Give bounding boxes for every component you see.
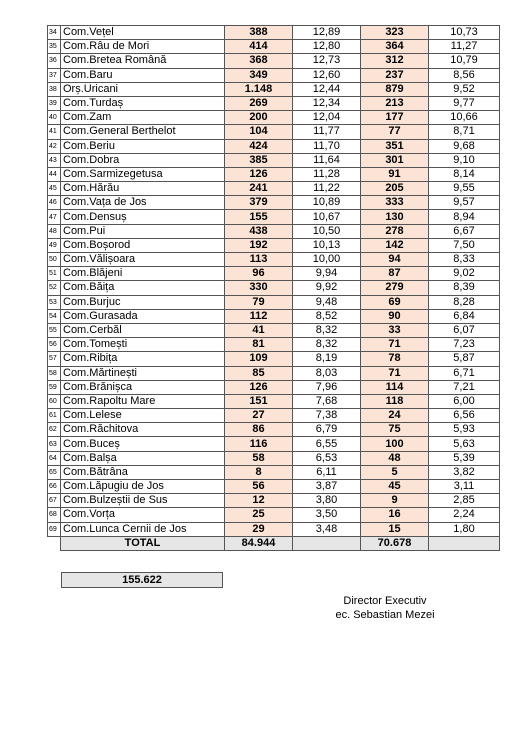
row-number: 60 [48,394,61,408]
table-body [48,26,500,537]
value-1: 126 [225,380,293,394]
value-2: 45 [361,480,429,494]
locality-name: Com.Balșa [61,451,225,465]
value-1: 27 [225,409,293,423]
percent-2: 5,87 [429,352,500,366]
table-row [48,224,500,238]
value-1: 79 [225,295,293,309]
value-1: 1.148 [225,82,293,96]
percent-1: 12,44 [293,82,361,96]
percent-1: 3,48 [293,522,361,536]
locality-name: Com.Tomești [61,338,225,352]
locality-name: Com.Cerbăl [61,323,225,337]
locality-name: Com.Zam [61,111,225,125]
row-number: 46 [48,196,61,210]
percent-2: 9,10 [429,153,500,167]
value-2: 77 [361,125,429,139]
row-number: 63 [48,437,61,451]
table-row [48,253,500,267]
percent-2: 8,39 [429,281,500,295]
value-1: 96 [225,267,293,281]
locality-name: Com.Răchitova [61,423,225,437]
locality-name: Com.Râu de Mori [61,40,225,54]
row-number: 40 [48,111,61,125]
percent-1: 7,96 [293,380,361,394]
value-1: 12 [225,494,293,508]
percent-1: 7,68 [293,394,361,408]
locality-name: Com.Băița [61,281,225,295]
table-row [48,96,500,110]
percent-1: 11,64 [293,153,361,167]
percent-1: 3,50 [293,508,361,522]
value-1: 385 [225,153,293,167]
value-2: 323 [361,26,429,40]
percent-2: 9,02 [429,267,500,281]
percent-2: 2,85 [429,494,500,508]
value-1: 349 [225,68,293,82]
value-2: 91 [361,167,429,181]
percent-1: 12,04 [293,111,361,125]
value-2: 279 [361,281,429,295]
value-2: 312 [361,54,429,68]
locality-name: Com.Lăpugiu de Jos [61,480,225,494]
percent-2: 9,55 [429,182,500,196]
value-2: 16 [361,508,429,522]
percent-1: 11,28 [293,167,361,181]
percent-1: 6,55 [293,437,361,451]
table-row [48,480,500,494]
percent-1: 3,87 [293,480,361,494]
value-1: 269 [225,96,293,110]
table-row [48,267,500,281]
value-1: 113 [225,253,293,267]
locality-name: Com.Boșorod [61,238,225,252]
table-row [48,394,500,408]
row-number: 39 [48,96,61,110]
value-1: 192 [225,238,293,252]
value-1: 29 [225,522,293,536]
table-row [48,54,500,68]
value-2: 114 [361,380,429,394]
row-number: 41 [48,125,61,139]
value-1: 388 [225,26,293,40]
row-number: 48 [48,224,61,238]
value-2: 75 [361,423,429,437]
table-row [48,437,500,451]
locality-name: Com.Dobra [61,153,225,167]
percent-2: 6,00 [429,394,500,408]
value-1: 379 [225,196,293,210]
value-1: 414 [225,40,293,54]
row-number: 57 [48,352,61,366]
percent-1: 8,19 [293,352,361,366]
row-number: 50 [48,253,61,267]
locality-name: Com.Rapoltu Mare [61,394,225,408]
table-row [48,451,500,465]
total-empty-cell [293,536,361,550]
percent-2: 3,82 [429,465,500,479]
row-number: 56 [48,338,61,352]
total-empty-cell [429,536,500,550]
value-1: 41 [225,323,293,337]
locality-name: Com.Vața de Jos [61,196,225,210]
value-2: 278 [361,224,429,238]
table-row [48,68,500,82]
row-number: 35 [48,40,61,54]
value-1: 112 [225,309,293,323]
percent-1: 11,22 [293,182,361,196]
table-row [48,409,500,423]
table-row [48,366,500,380]
value-1: 155 [225,210,293,224]
locality-name: Com.Pui [61,224,225,238]
value-1: 151 [225,394,293,408]
percent-1: 9,92 [293,281,361,295]
percent-1: 6,53 [293,451,361,465]
table-row [48,338,500,352]
table-row [48,167,500,181]
signature-name: ec. Sebastian Mezei [335,609,435,621]
locality-name: Com.Hărău [61,182,225,196]
row-number: 58 [48,366,61,380]
row-number: 61 [48,409,61,423]
table-row [48,182,500,196]
locality-name: Com.Vorța [61,508,225,522]
percent-1: 8,32 [293,323,361,337]
row-number: 51 [48,267,61,281]
row-number: 65 [48,465,61,479]
table-row [48,139,500,153]
value-1: 56 [225,480,293,494]
locality-name: Com.Blăjeni [61,267,225,281]
percent-2: 10,66 [429,111,500,125]
locality-name: Com.Bulzeștii de Sus [61,494,225,508]
value-2: 177 [361,111,429,125]
table-row [48,111,500,125]
percent-1: 10,13 [293,238,361,252]
row-number: 62 [48,423,61,437]
row-number: 55 [48,323,61,337]
percent-2: 1,80 [429,522,500,536]
percent-1: 9,48 [293,295,361,309]
table-row [48,323,500,337]
percent-2: 2,24 [429,508,500,522]
locality-name: Com.Bătrâna [61,465,225,479]
percent-2: 6,67 [429,224,500,238]
percent-2: 9,68 [429,139,500,153]
table-row [48,380,500,394]
table-row [48,423,500,437]
table-row [48,465,500,479]
value-1: 241 [225,182,293,196]
row-number: 59 [48,380,61,394]
percent-2: 9,77 [429,96,500,110]
value-2: 90 [361,309,429,323]
total-row [48,536,500,550]
value-1: 85 [225,366,293,380]
percent-1: 10,50 [293,224,361,238]
locality-name: Com.Beriu [61,139,225,153]
percent-2: 6,84 [429,309,500,323]
locality-name: Com.Brănișca [61,380,225,394]
row-number: 67 [48,494,61,508]
value-2: 24 [361,409,429,423]
table-row [48,82,500,96]
row-number: 53 [48,295,61,309]
value-2: 130 [361,210,429,224]
row-number: 36 [48,54,61,68]
row-number: 44 [48,167,61,181]
percent-1: 12,89 [293,26,361,40]
row-number: 34 [48,26,61,40]
value-1: 104 [225,125,293,139]
locality-name: Com.Densuș [61,210,225,224]
percent-2: 7,50 [429,238,500,252]
table-row [48,494,500,508]
value-2: 213 [361,96,429,110]
percent-1: 7,38 [293,409,361,423]
percent-2: 8,94 [429,210,500,224]
value-2: 205 [361,182,429,196]
percent-1: 3,80 [293,494,361,508]
value-2: 100 [361,437,429,451]
table-row [48,196,500,210]
value-2: 33 [361,323,429,337]
signature-title: Director Executiv [343,595,427,607]
value-2: 301 [361,153,429,167]
value-1: 109 [225,352,293,366]
table-row [48,40,500,54]
percent-2: 8,71 [429,125,500,139]
locality-name: Com.Burjuc [61,295,225,309]
value-1: 200 [225,111,293,125]
percent-1: 11,70 [293,139,361,153]
data-table [47,25,500,551]
value-2: 333 [361,196,429,210]
percent-2: 8,14 [429,167,500,181]
percent-2: 7,21 [429,380,500,394]
percent-1: 12,80 [293,40,361,54]
row-number: 49 [48,238,61,252]
percent-1: 8,52 [293,309,361,323]
locality-name: Com.Bretea Română [61,54,225,68]
percent-2: 8,33 [429,253,500,267]
percent-1: 12,73 [293,54,361,68]
table-row [48,26,500,40]
percent-1: 11,77 [293,125,361,139]
value-1: 81 [225,338,293,352]
percent-2: 3,11 [429,480,500,494]
row-number: 43 [48,153,61,167]
value-2: 71 [361,338,429,352]
percent-2: 9,52 [429,82,500,96]
table-row [48,522,500,536]
percent-2: 10,73 [429,26,500,40]
percent-1: 12,60 [293,68,361,82]
value-2: 364 [361,40,429,54]
row-number: 52 [48,281,61,295]
table-row [48,309,500,323]
percent-2: 6,07 [429,323,500,337]
table-row [48,508,500,522]
percent-2: 7,23 [429,338,500,352]
percent-1: 8,32 [293,338,361,352]
percent-1: 9,94 [293,267,361,281]
value-1: 126 [225,167,293,181]
percent-2: 11,27 [429,40,500,54]
percent-1: 10,67 [293,210,361,224]
locality-name: Com.Mărtinești [61,366,225,380]
percent-2: 8,28 [429,295,500,309]
table-row [48,125,500,139]
locality-name: Com.Vălișoara [61,253,225,267]
percent-1: 12,34 [293,96,361,110]
percent-2: 5,93 [429,423,500,437]
row-number: 64 [48,451,61,465]
value-2: 15 [361,522,429,536]
value-1: 116 [225,437,293,451]
row-number: 45 [48,182,61,196]
percent-2: 10,79 [429,54,500,68]
locality-name: Com.Buceș [61,437,225,451]
percent-1: 6,11 [293,465,361,479]
locality-name: Com.Turdaș [61,96,225,110]
locality-name: Com.Vețel [61,26,225,40]
value-2: 87 [361,267,429,281]
percent-1: 10,00 [293,253,361,267]
table-row [48,210,500,224]
percent-1: 6,79 [293,423,361,437]
value-2: 118 [361,394,429,408]
table-row [48,295,500,309]
value-1: 330 [225,281,293,295]
total-label: TOTAL [61,536,225,550]
value-1: 438 [225,224,293,238]
value-2: 5 [361,465,429,479]
percent-2: 6,71 [429,366,500,380]
table-row [48,281,500,295]
locality-name: Com.Lunca Cernii de Jos [61,522,225,536]
locality-name: Com.Gurasada [61,309,225,323]
total-blank-cell [48,536,61,550]
grand-total: 155.622 [61,572,223,588]
row-number: 38 [48,82,61,96]
total-value-2: 70.678 [361,536,429,550]
row-number: 68 [48,508,61,522]
row-number: 54 [48,309,61,323]
percent-2: 6,56 [429,409,500,423]
value-2: 48 [361,451,429,465]
value-1: 86 [225,423,293,437]
row-number: 69 [48,522,61,536]
value-2: 78 [361,352,429,366]
row-number: 37 [48,68,61,82]
row-number: 66 [48,480,61,494]
value-2: 69 [361,295,429,309]
value-2: 94 [361,253,429,267]
table-row [48,153,500,167]
value-2: 142 [361,238,429,252]
locality-name: Com.Ribița [61,352,225,366]
value-2: 351 [361,139,429,153]
percent-2: 5,39 [429,451,500,465]
signature-block [320,594,450,622]
value-1: 424 [225,139,293,153]
value-1: 368 [225,54,293,68]
percent-2: 9,57 [429,196,500,210]
value-2: 879 [361,82,429,96]
value-1: 25 [225,508,293,522]
value-2: 71 [361,366,429,380]
percent-1: 10,89 [293,196,361,210]
row-number: 47 [48,210,61,224]
table-row [48,238,500,252]
locality-name: Orș.Uricani [61,82,225,96]
value-1: 8 [225,465,293,479]
value-2: 9 [361,494,429,508]
percent-2: 8,56 [429,68,500,82]
total-value-1: 84.944 [225,536,293,550]
locality-name: Com.Baru [61,68,225,82]
locality-name: Com.Lelese [61,409,225,423]
percent-1: 8,03 [293,366,361,380]
locality-name: Com.Sarmizegetusa [61,167,225,181]
table-row [48,352,500,366]
value-2: 237 [361,68,429,82]
percent-2: 5,63 [429,437,500,451]
locality-name: Com.General Berthelot [61,125,225,139]
row-number: 42 [48,139,61,153]
value-1: 58 [225,451,293,465]
